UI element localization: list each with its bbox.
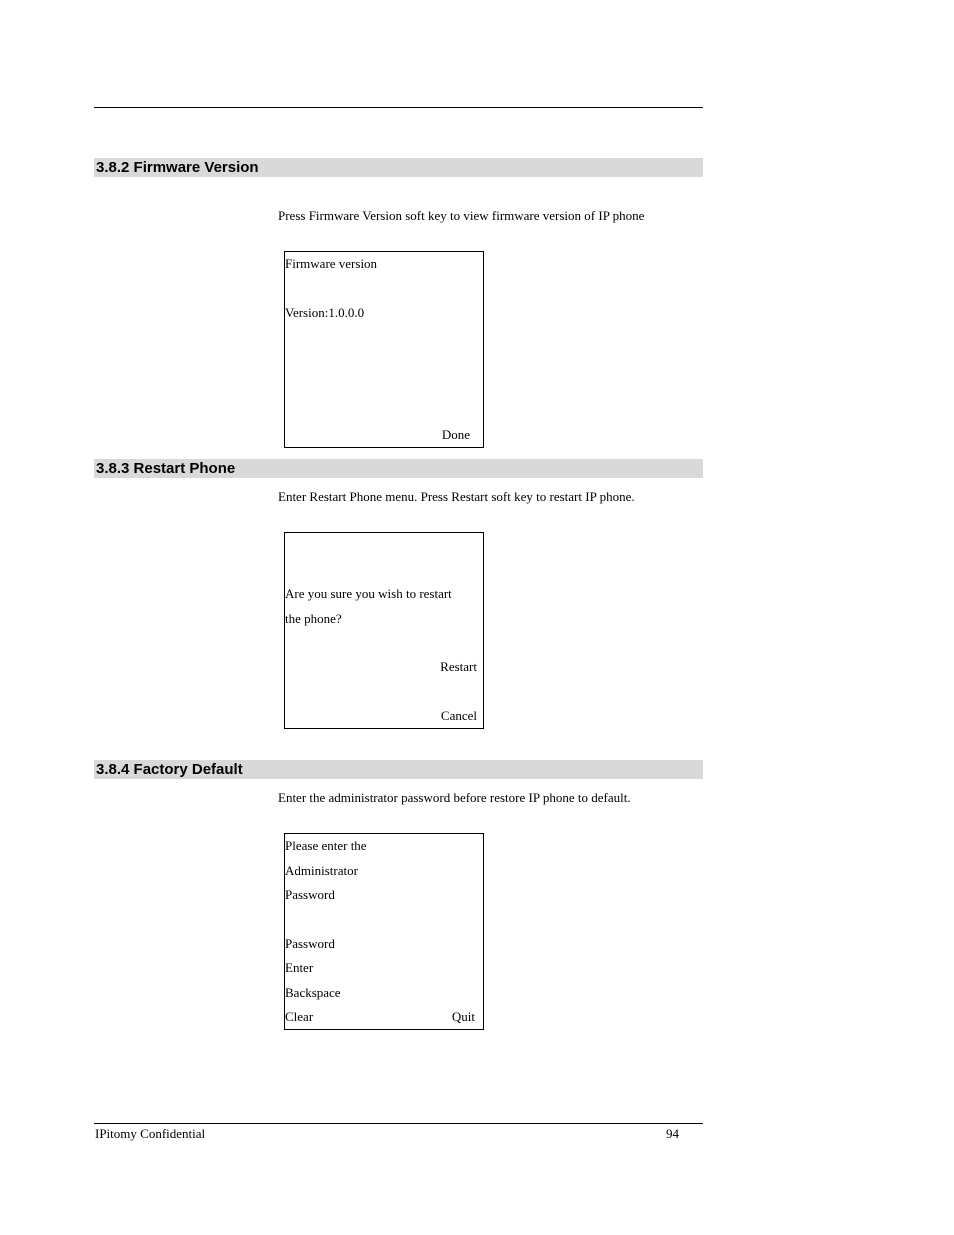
screen-line: the phone? [285,611,342,626]
section-heading-firmware-version [94,158,703,177]
page-number: 94 [666,1126,679,1141]
section-heading-factory-default [94,760,703,779]
screen-line: Version:1.0.0.0 [285,305,365,320]
section-paragraph: Enter Restart Phone menu. Press Restart soft key to restart IP phone. [278,489,635,504]
phone-screen-restart [284,532,484,729]
softkey-cancel[interactable]: Cancel [440,708,477,723]
softkey-enter[interactable]: Enter [285,960,314,975]
footer-label: IPitomy Confidential [95,1126,206,1141]
section-title: 3.8.4 Factory Default [96,761,243,778]
section-title: 3.8.3 Restart Phone [96,460,236,477]
header-rule [94,107,703,108]
softkey-restart[interactable]: Restart [440,659,477,674]
softkey-backspace[interactable]: Backspace [285,985,341,1000]
softkey-clear[interactable]: Clear [285,1009,314,1024]
softkey-quit[interactable]: Quit [451,1009,475,1024]
phone-screen-firmware [284,251,484,448]
section-paragraph: Press Firmware Version soft key to view firmware version of IP phone [278,208,645,223]
section-title: 3.8.2 Firmware Version [96,159,259,176]
softkey-done[interactable]: Done [441,427,470,442]
screen-line: Please enter the [285,838,367,853]
screen-line: Administrator [285,863,358,878]
footer-rule [94,1123,703,1124]
password-field[interactable]: Password [285,936,335,951]
screen-line: Are you sure you wish to restart [285,586,452,601]
phone-screen-factory-default [284,833,484,1030]
section-paragraph: Enter the administrator password before restore IP phone to default. [278,790,631,805]
screen-line: Firmware version [285,256,378,271]
screen-line: Password [285,887,335,902]
section-heading-restart-phone [94,459,703,478]
